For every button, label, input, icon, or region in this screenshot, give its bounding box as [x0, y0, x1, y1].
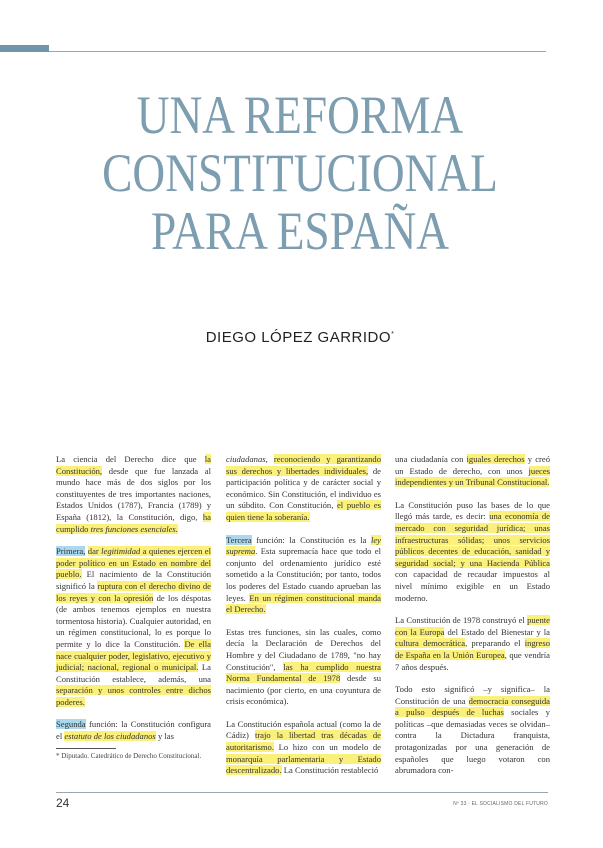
author-footnote-mark: *: [391, 331, 395, 338]
paragraph: [226, 719, 381, 777]
text-column-1: [56, 454, 211, 754]
highlighted-text: jueces independientes y un Tribunal Constitucional.: [395, 465, 550, 488]
text-run: , preparando el: [465, 638, 525, 649]
text-run: del Estado del Bienestar y la: [444, 626, 550, 637]
author-byline: [60, 329, 540, 346]
highlighted-text: trajo la libertad tras décadas de autoritarismo.: [226, 730, 381, 753]
paragraph: [226, 454, 381, 524]
highlighted-text: estatuto de los ciudadanos: [64, 731, 156, 742]
text-run: Todo esto significó –y significa– la Constitución de una: [395, 684, 550, 706]
text-run: una ciudadanía con: [395, 454, 467, 464]
text-run: desde que fue lanzada al mundo hace más de dos siglos por los constituyentes de tres importantes naciones, Estados Unidos (1787), Francia (1789) y España (1812), la Constitución, digo,: [56, 465, 211, 522]
journal-label: Nº 33 · EL SOCIALISMO DEL FUTURO: [453, 801, 548, 807]
text-run: La Constitución restableció: [281, 765, 379, 776]
highlighted-text: a quienes ejercen el poder político en un Estado en nombre del pueblo.: [56, 546, 211, 580]
text-run: La ciencia del Derecho dice que: [56, 454, 205, 464]
text-run: desde su nacimiento (por cierto, en una coyuntura de crisis económica).: [226, 673, 381, 707]
author-name: DIEGO LÓPEZ GARRIDO: [205, 329, 392, 346]
highlighted-text: ley suprema: [226, 534, 381, 557]
text-run: La Constitución establece, además, una: [56, 662, 211, 684]
highlighted-text: monarquía parlamentaria y Estado descentralizado.: [226, 753, 381, 776]
text-run: función: la Constitución es la: [251, 534, 371, 545]
paragraph: [395, 615, 550, 673]
highlighted-text: el pueblo es quien tiene la soberanía.: [226, 500, 381, 522]
highlighted-text: cultura democrática: [395, 638, 466, 649]
header-accent-bar: [0, 45, 49, 52]
highlighted-text: reconociendo y garantizando sus derechos y libertades individuales,: [226, 454, 381, 476]
title-line-2: CONSTITUCIONAL: [102, 143, 498, 203]
text-run: Lo hizo con un modelo de: [273, 742, 381, 753]
paragraph: [226, 627, 381, 708]
highlighted-text: separación y unos controles entre dichos poderes.: [56, 685, 211, 707]
highlighted-text: ruptura con el derecho divino de los reyes y con la opresión: [56, 580, 211, 603]
paragraph: [395, 454, 550, 489]
text-column-2: [226, 454, 381, 788]
highlighted-text: legitimidad: [101, 546, 141, 557]
paragraph: [56, 454, 211, 535]
text-run: de participación política y de carácter social y económico. Sin Constitución, el individuo es un súbdito. Con Constitución,: [226, 465, 381, 511]
footnote: * Diputado. Catedrático de Derecho Constitucional.: [56, 752, 202, 760]
text-run: El nacimiento de la Constitución significó la: [56, 569, 211, 591]
highlighted-text: Primera,: [56, 546, 86, 557]
highlighted-text: puente con la Europa: [395, 615, 550, 637]
text-run: La Constitución de 1978 construyó el: [395, 615, 528, 626]
highlighted-text: la Constitución,: [56, 454, 211, 476]
text-run: sociales y políticas –que demasiadas veces se olvidan– contra la Dictadura franquista, protagonizadas por una generación de españoles que luego votaron con abrumadora con-: [395, 707, 550, 776]
title-line-3: PARA ESPAÑA: [151, 201, 449, 261]
text-run: La Constitución española actual (como la de Cádiz): [226, 718, 381, 741]
highlighted-text: las ha cumplido nuestra Norma Fundamental de 1978: [226, 661, 381, 684]
paragraph: [395, 684, 550, 777]
highlighted-text: dar: [87, 546, 102, 557]
paragraph: [56, 546, 211, 708]
highlighted-text: ingreso de España en la Unión Europea: [395, 638, 550, 660]
text-run: La Constitución puso las bases de lo que llegó más tarde, es decir:: [395, 499, 550, 522]
title-line-1: UNA REFORMA: [136, 85, 464, 145]
text-run: con capacidad de recaudar impuestos al nivel mínimo exigible en un Estado moderno.: [395, 569, 550, 603]
text-run: de los déspotas (de ambos tenemos ejemplos en nuestra tormentosa historia). Cualquier autoridad, en un régimen constitucional, lo es porque lo permite y lo dice la Constitución.: [56, 592, 212, 649]
text-run: ciudadanas: [226, 454, 266, 464]
highlighted-text: tres funciones esenciales.: [90, 523, 178, 534]
text-run: y creó un Estado de derecho, con unos: [395, 454, 550, 476]
highlighted-text: Segunda: [56, 719, 86, 730]
text-run: función: la Constitución configura el: [56, 719, 211, 742]
article-title: [82, 86, 519, 260]
paragraph: [226, 535, 381, 616]
highlighted-text: iguales derechos: [466, 454, 525, 464]
highlighted-text: una economía de mercado con seguridad jurídica; unas infraestructuras sólidas; unos servicios públicos decentes de educación, sanidad y seguridad social; y una Hacienda Pública: [395, 511, 550, 568]
text-run: . Esta supremacía hace que todo el conjunto del ordenamiento jurídico esté sometido a la Constitución; por tanto, todos los poderes del Estado cuando aprueban las leyes.: [226, 546, 381, 603]
text-run: ,: [265, 454, 274, 464]
page-number: 24: [56, 796, 70, 810]
text-run: y las: [155, 731, 174, 742]
text-run: Estas tres funciones, sin las cuales, como decía la Declaración de Derechos del Hombre y del Ciudadano de 1789, "no hay Constitución",: [226, 626, 381, 672]
highlighted-text: ha cumplido: [56, 511, 211, 534]
footer-rule: [56, 792, 548, 793]
paragraph: [56, 719, 211, 742]
header-rule: [49, 51, 546, 52]
highlighted-text: En un régimen constitucional manda el Derecho.: [226, 592, 381, 615]
highlighted-text: De ella nace cualquier poder, legislativo, ejecutivo y judicial; nacional, regional o municipal.: [56, 638, 211, 673]
highlighted-text: Tercera: [226, 534, 252, 545]
paragraph: [395, 500, 550, 604]
text-run: , que vendría 7 años después.: [395, 649, 550, 672]
highlighted-text: democracia conseguida a pulso después de luchas: [395, 695, 550, 718]
footnote-rule: [56, 748, 116, 749]
text-column-3: [395, 454, 550, 788]
